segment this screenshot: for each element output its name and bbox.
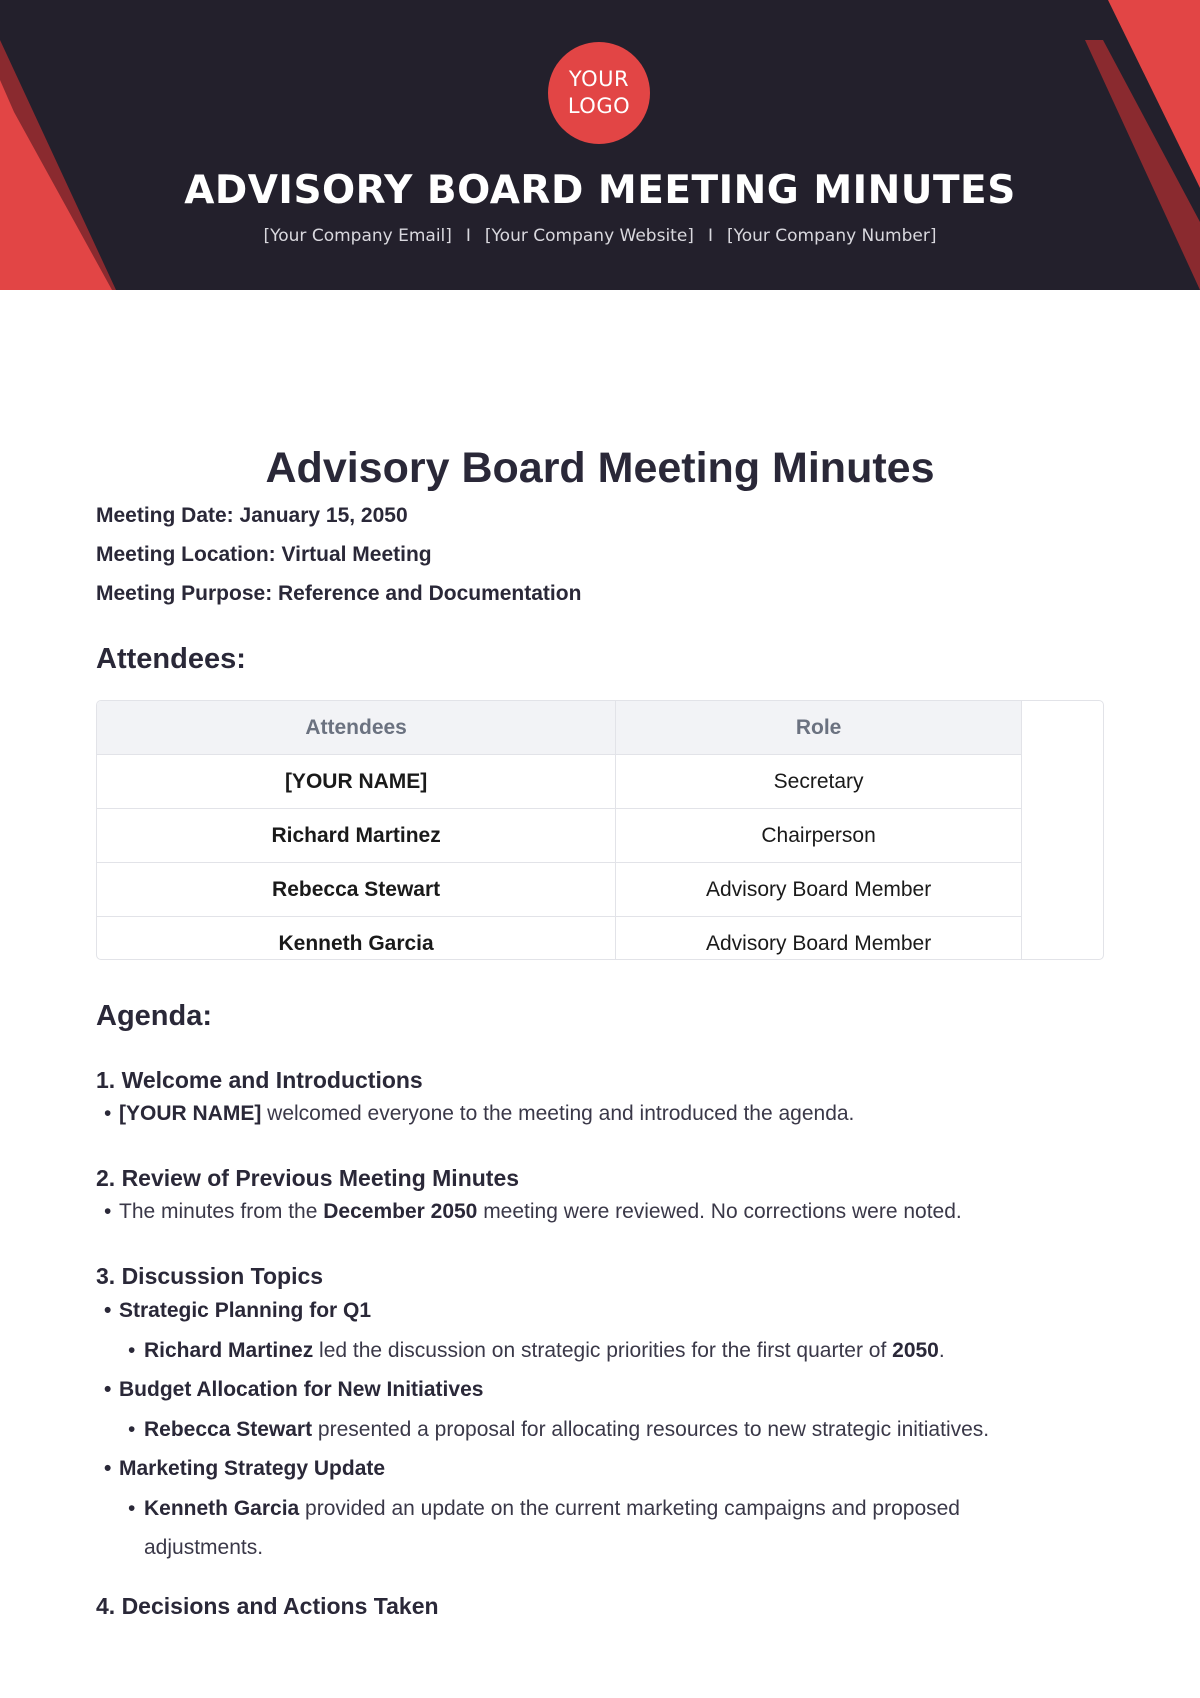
discussion-topic-title: • Strategic Planning for Q1 [96,1291,1104,1331]
logo-line-1: YOUR [568,67,630,91]
company-contacts [0,226,1200,246]
discussion-topic-detail [96,1410,1048,1449]
bullet-bold-text: 2050 [892,1339,939,1362]
attendee-role: Secretary [616,755,1022,809]
bullet-text: provided an update on the current marketing campaigns and proposed adjustments. [144,1497,960,1559]
company-number: [Your Company Number] [726,226,937,246]
discussion-topic-title: • Budget Allocation for New Initiatives [96,1370,1104,1410]
document-title: Advisory Board Meeting Minutes [265,444,935,492]
discussion-topic-detail [96,1489,1048,1567]
bullet-text: welcomed everyone to the meeting and introduced the agenda. [261,1102,855,1125]
company-website: [Your Company Website] [484,226,694,246]
meeting-purpose: Meeting Purpose: Reference and Documentation [96,582,582,605]
bullet-bold-text: Rebecca Stewart [144,1418,313,1441]
table-row [97,863,1022,917]
company-logo [548,42,650,144]
bullet-bold-text: Kenneth Garcia [144,1497,300,1520]
bullet-text: presented a proposal for allocating resources to new strategic initiatives. [312,1418,990,1441]
company-email: [Your Company Email] [263,226,452,246]
agenda-item-title: 3. Discussion Topics [96,1263,324,1289]
bullet-text: The minutes from the [119,1200,324,1223]
logo-line-2: LOGO [567,94,631,118]
agenda-heading: Agenda: [96,1000,212,1032]
banner-title: ADVISORY BOARD MEETING MINUTES [184,168,1016,213]
discussion-topic-title: • Marketing Strategy Update [96,1449,1104,1489]
agenda-item-title: 1. Welcome and Introductions [96,1067,423,1093]
discussion-topic-detail [96,1331,1048,1370]
bullet-text: meeting were reviewed. No corrections were noted. [477,1200,962,1223]
attendee-name: [YOUR NAME] [97,755,616,809]
agenda-item-bullet [96,1095,1104,1133]
bullet-text: . [938,1339,945,1362]
bullet-bold-text: Richard Martinez [144,1339,314,1362]
document-body [96,440,1104,1621]
table-row [97,809,1022,863]
agenda-item-title: 4. Decisions and Actions Taken [96,1593,439,1619]
attendee-name: Richard Martinez [97,809,616,863]
header-banner [0,0,1200,290]
attendee-name: Kenneth Garcia [97,917,616,961]
attendee-name: Rebecca Stewart [97,863,616,917]
attendees-heading: Attendees: [96,643,246,675]
contact-separator: I [465,226,471,246]
meeting-date: Meeting Date: January 15, 2050 [96,504,408,527]
attendee-role: Advisory Board Member [616,863,1022,917]
column-header-role: Role [616,701,1022,755]
meeting-location: Meeting Location: Virtual Meeting [96,543,432,566]
bullet-bold-text: [YOUR NAME] [119,1102,262,1125]
contact-separator: I [707,226,713,246]
attendees-table [97,701,1022,960]
table-row [97,917,1022,961]
bullet-bold-text: December 2050 [323,1200,478,1223]
table-header-row [97,701,1022,755]
column-header-attendees: Attendees [97,701,616,755]
bullet-text: led the discussion on strategic priorities for the first quarter of [313,1339,893,1362]
attendees-table-container [96,700,1104,960]
attendee-role: Chairperson [616,809,1022,863]
attendee-role: Advisory Board Member [616,917,1022,961]
agenda-item-title: 2. Review of Previous Meeting Minutes [96,1165,520,1191]
table-row [97,755,1022,809]
agenda-item-bullet [96,1193,1104,1231]
